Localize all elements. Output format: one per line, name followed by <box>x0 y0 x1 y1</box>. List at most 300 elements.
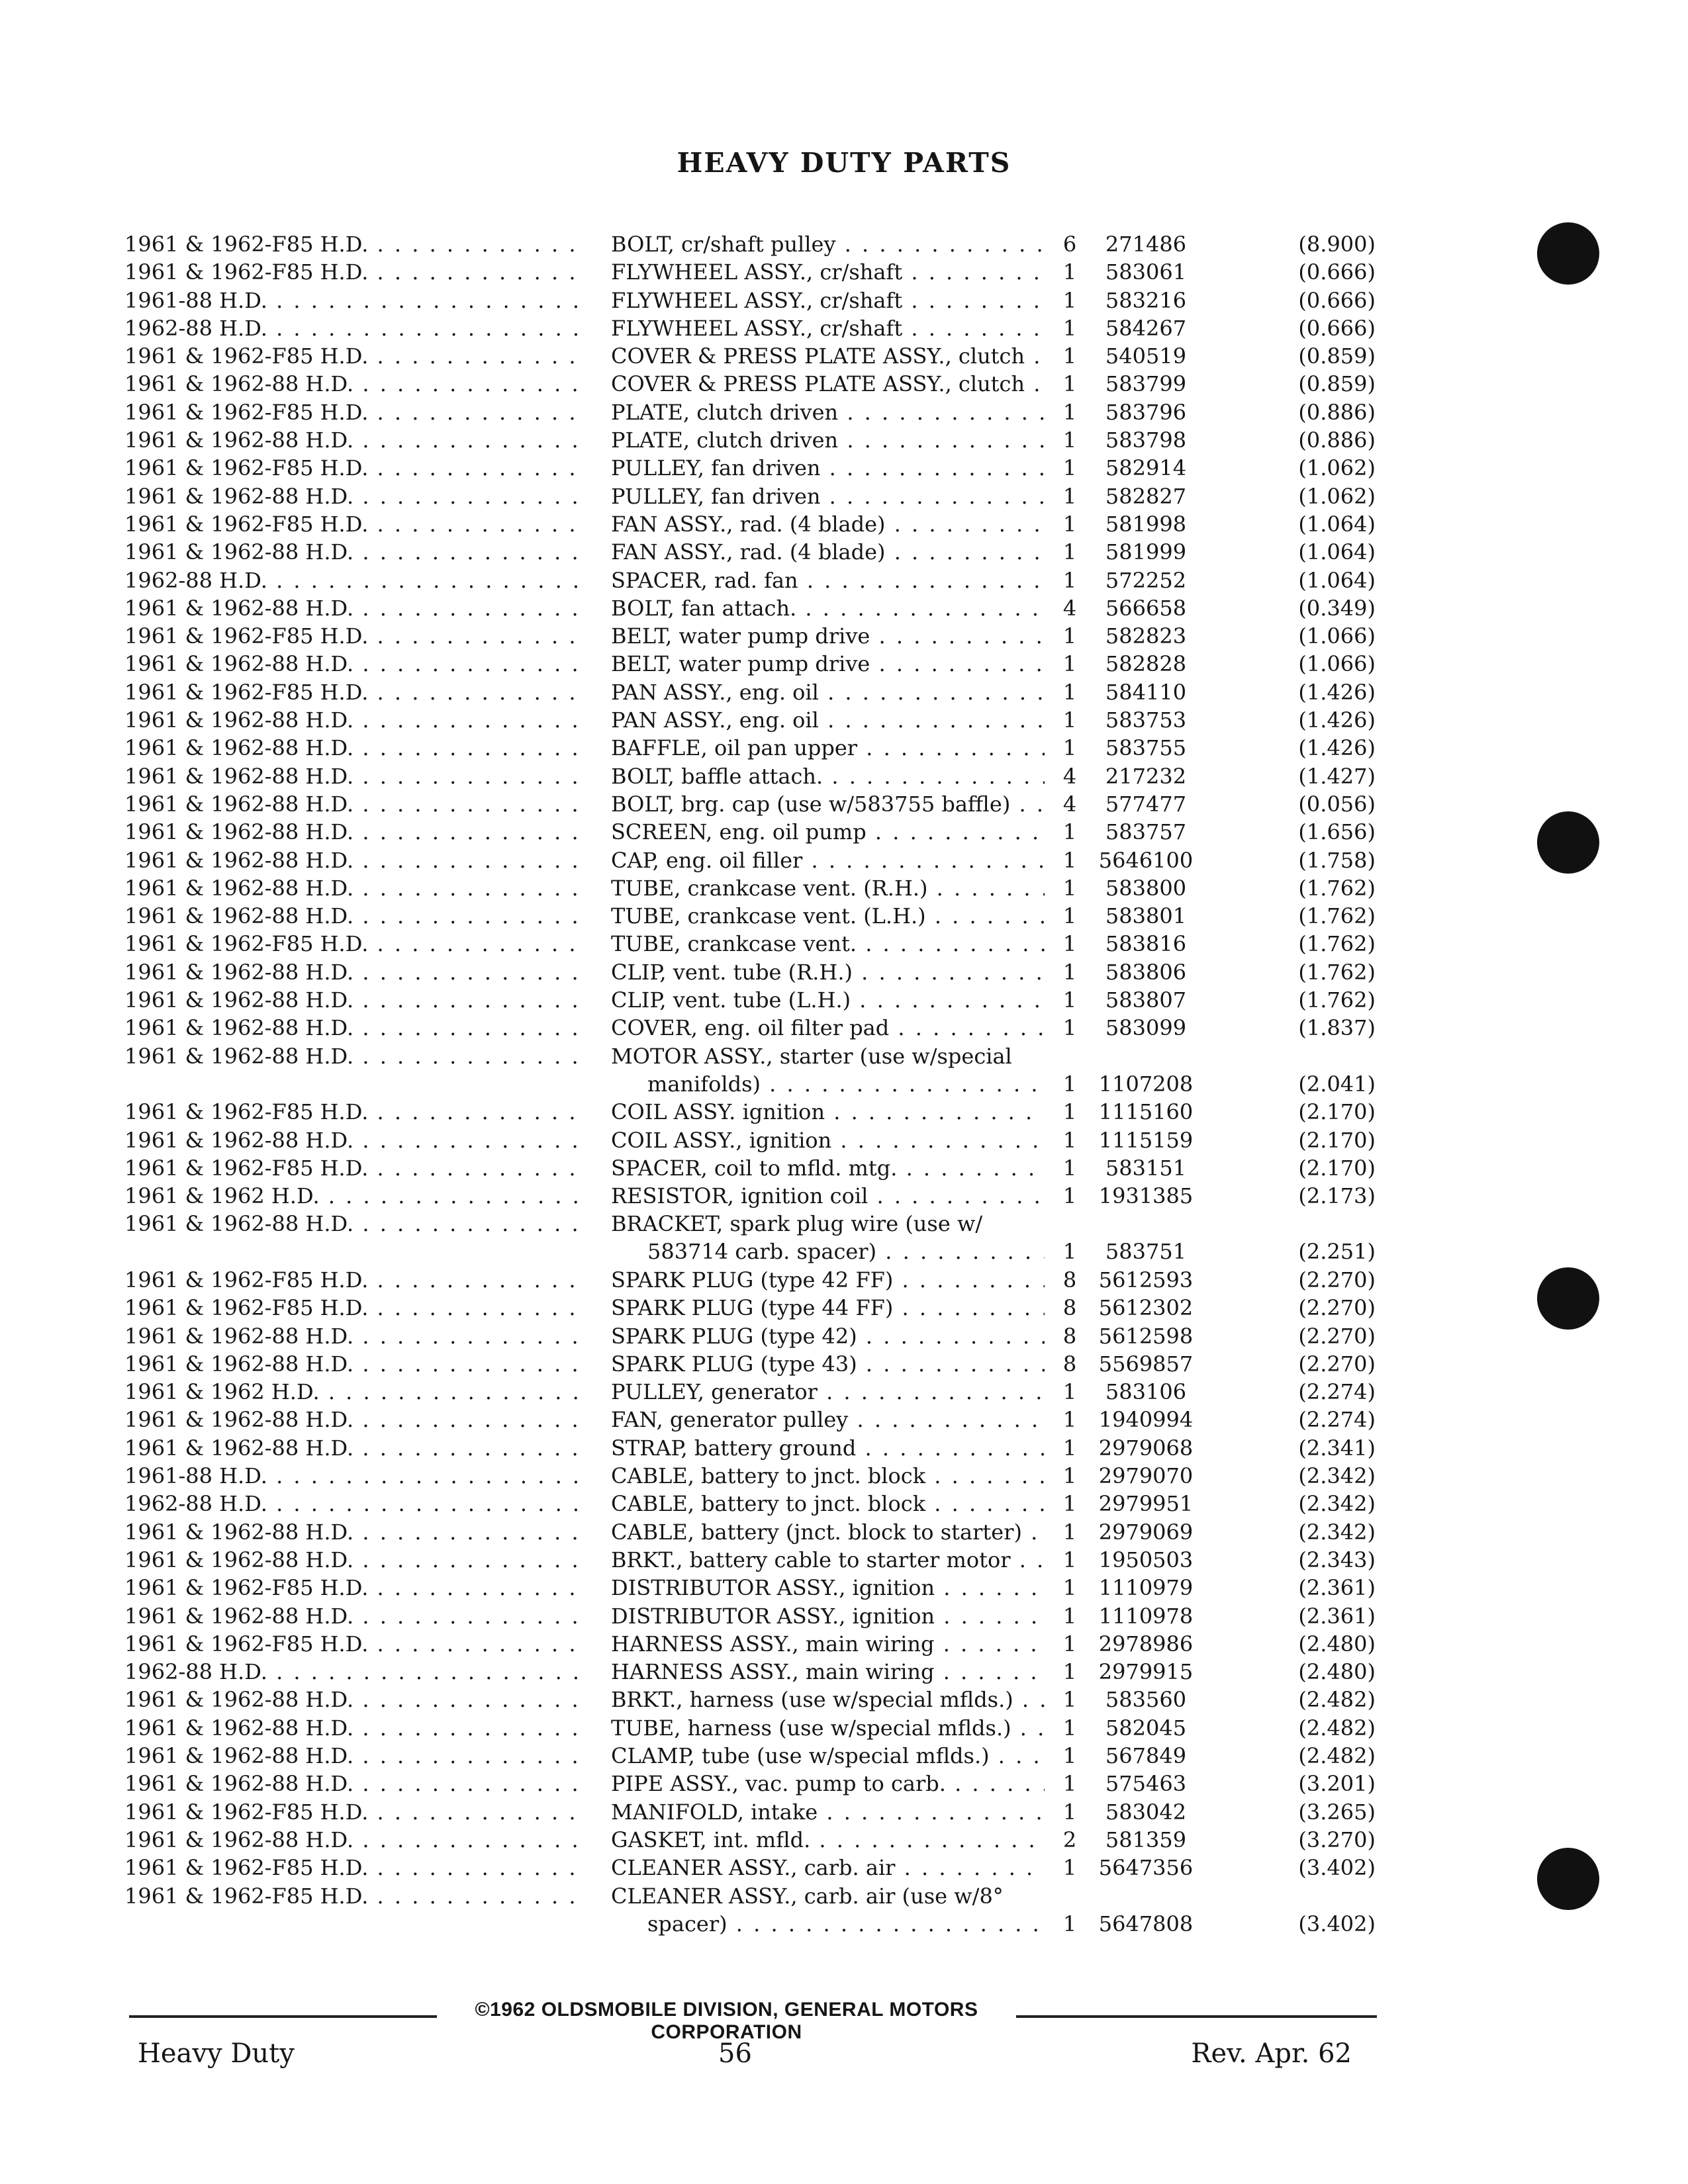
application-text: 1961 & 1962-88 H.D. . . . <box>124 986 581 1014</box>
description-cell <box>611 1126 1045 1154</box>
binder-hole-3 <box>1537 1267 1599 1330</box>
part-number-cell: 583801 <box>1105 903 1187 929</box>
description-text: CABLE, battery (jnct. block to starter) . . . <box>611 1518 1045 1546</box>
table-row <box>124 846 1382 874</box>
group-number-cell: (0.666) <box>1298 315 1376 341</box>
group-number-cell: (1.062) <box>1298 455 1376 481</box>
application-cell <box>124 1770 581 1797</box>
description-cell <box>611 986 1045 1014</box>
quantity-cell: 6 <box>1062 232 1077 257</box>
description-cell <box>611 1014 1045 1042</box>
binder-hole-2 <box>1537 811 1599 874</box>
quantity-cell: 1 <box>1062 483 1077 509</box>
part-number-cell: 583151 <box>1105 1155 1187 1181</box>
description-cell <box>611 1210 1045 1265</box>
part-number-cell: 582914 <box>1105 455 1187 481</box>
part-number-cell: 5646100 <box>1098 847 1194 873</box>
application-text: 1961 & 1962-88 H.D. . . . <box>124 1826 581 1854</box>
description-cell <box>611 426 1045 454</box>
application-cell <box>124 902 581 930</box>
description-cell <box>611 1630 1045 1658</box>
quantity-cell: 1 <box>1062 1743 1077 1769</box>
quantity-cell: 1 <box>1062 1603 1077 1629</box>
parts-table <box>124 230 1382 1938</box>
quantity-cell: 1 <box>1062 903 1077 929</box>
group-number-cell: (2.041) <box>1298 1071 1376 1097</box>
application-text: 1961 & 1962-F85 H.D. . . . <box>124 454 581 482</box>
application-cell <box>124 706 581 734</box>
description-text: BOLT, fan attach. . . . <box>611 594 1045 622</box>
description-cell <box>611 1350 1045 1378</box>
application-text: 1961 & 1962-88 H.D. . . . <box>124 594 581 622</box>
description-text: SCREEN, eng. oil pump . . . <box>611 818 1045 846</box>
application-text: 1961 & 1962-F85 H.D. . . . <box>124 398 581 426</box>
application-text: 1961 & 1962-88 H.D. . . . <box>124 1686 581 1713</box>
page-title: HEAVY DUTY PARTS <box>677 147 1011 179</box>
description-cell <box>611 1490 1045 1518</box>
quantity-cell: 1 <box>1062 1855 1077 1881</box>
group-number-cell: (3.201) <box>1298 1771 1376 1797</box>
description-cell <box>611 1042 1045 1098</box>
description-cell <box>611 538 1045 566</box>
part-number-cell: 2979070 <box>1098 1463 1194 1489</box>
application-cell <box>124 482 581 510</box>
application-text: 1961 & 1962 H.D. . . . <box>124 1378 581 1406</box>
table-row <box>124 678 1382 706</box>
description-cell <box>611 1770 1045 1797</box>
description-text: CLEANER ASSY., carb. air . . . <box>611 1854 1045 1882</box>
table-row <box>124 1294 1382 1322</box>
application-cell <box>124 818 581 846</box>
application-cell <box>124 538 581 566</box>
application-text: 1961 & 1962-88 H.D. . . . <box>124 734 581 762</box>
part-number-cell: 584110 <box>1105 679 1187 705</box>
description-text: FLYWHEEL ASSY., cr/shaft . . . <box>611 287 1045 314</box>
group-number-cell: (2.170) <box>1298 1155 1376 1181</box>
application-cell <box>124 1686 581 1713</box>
application-text: 1961 & 1962-88 H.D. . . . <box>124 1742 581 1770</box>
quantity-cell: 1 <box>1062 1435 1077 1461</box>
description-text: HARNESS ASSY., main wiring . . . <box>611 1630 1045 1658</box>
description-text: BRKT., harness (use w/special mflds.) . . . <box>611 1686 1045 1713</box>
table-row <box>124 650 1382 678</box>
quantity-cell: 1 <box>1062 819 1077 845</box>
part-number-cell: 581359 <box>1105 1827 1187 1852</box>
quantity-cell: 1 <box>1062 651 1077 677</box>
quantity-cell: 1 <box>1062 1071 1077 1097</box>
copyright-notice: ©1962 OLDSMOBILE DIVISION, GENERAL MOTORS CORPORATION <box>475 1999 978 2043</box>
quantity-cell: 1 <box>1062 1547 1077 1572</box>
quantity-cell: 1 <box>1062 428 1077 453</box>
application-text: 1961 & 1962-88 H.D. . . . <box>124 790 581 818</box>
description-cell <box>611 790 1045 818</box>
description-cell <box>611 1826 1045 1854</box>
application-text: 1961 & 1962-88 H.D. . . . <box>124 958 581 986</box>
application-text: 1961 & 1962-F85 H.D. . . . <box>124 1154 581 1182</box>
application-text: 1961 & 1962-88 H.D. . . . <box>124 426 581 454</box>
description-text: PIPE ASSY., vac. pump to carb. . . . <box>611 1770 1045 1797</box>
group-number-cell: (0.886) <box>1298 399 1376 425</box>
group-number-cell: (2.270) <box>1298 1267 1376 1293</box>
group-number-cell: (1.427) <box>1298 763 1376 789</box>
part-number-cell: 581998 <box>1105 511 1187 537</box>
description-cell <box>611 1098 1045 1126</box>
table-row <box>124 986 1382 1014</box>
description-cell <box>611 567 1045 594</box>
application-text: 1961 & 1962-88 H.D. . . . <box>124 1602 581 1630</box>
part-number-cell: 577477 <box>1105 791 1187 817</box>
description-text: CABLE, battery to jnct. block . . . <box>611 1490 1045 1518</box>
description-cell <box>611 482 1045 510</box>
group-number-cell: (2.482) <box>1298 1743 1376 1769</box>
application-text: 1962-88 H.D. . . . <box>124 314 581 342</box>
application-cell <box>124 454 581 482</box>
description-text: COVER, eng. oil filter pad . . . <box>611 1014 1045 1042</box>
table-row <box>124 510 1382 538</box>
table-row <box>124 287 1382 314</box>
description-text: BOLT, baffle attach. . . . <box>611 762 1045 790</box>
group-number-cell: (1.062) <box>1298 483 1376 509</box>
application-cell <box>124 1322 581 1350</box>
part-number-cell: 583807 <box>1105 987 1187 1013</box>
application-cell <box>124 1714 581 1742</box>
description-cell <box>611 314 1045 342</box>
quantity-cell: 1 <box>1062 1099 1077 1125</box>
quantity-cell: 1 <box>1062 1687 1077 1713</box>
application-text: 1961 & 1962-F85 H.D. . . . <box>124 622 581 650</box>
description-cell <box>611 1742 1045 1770</box>
application-text: 1961 & 1962-F85 H.D. . . . <box>124 1294 581 1322</box>
description-cell <box>611 1798 1045 1826</box>
table-row <box>124 1854 1382 1882</box>
table-row <box>124 1686 1382 1713</box>
table-row <box>124 818 1382 846</box>
application-cell <box>124 958 581 986</box>
part-number-cell: 575463 <box>1105 1771 1187 1797</box>
table-row <box>124 762 1382 790</box>
application-cell <box>124 398 581 426</box>
footer-page-number: 56 <box>718 2038 752 2069</box>
application-cell <box>124 1154 581 1182</box>
description-cell <box>611 454 1045 482</box>
description-text: MANIFOLD, intake . . . <box>611 1798 1045 1826</box>
part-number-cell: 583798 <box>1105 428 1187 453</box>
application-text: 1961 & 1962-88 H.D. . . . <box>124 482 581 510</box>
group-number-cell: (2.343) <box>1298 1547 1376 1572</box>
application-text: 1961 & 1962-88 H.D. . . . <box>124 1546 581 1574</box>
group-number-cell: (2.480) <box>1298 1659 1376 1685</box>
quantity-cell: 1 <box>1062 1659 1077 1685</box>
description-text: DISTRIBUTOR ASSY., ignition . . . <box>611 1602 1045 1630</box>
application-text: 1961 & 1962-88 H.D. . . . <box>124 1126 581 1154</box>
group-number-cell: (2.251) <box>1298 1239 1376 1265</box>
part-number-cell: 582828 <box>1105 651 1187 677</box>
part-number-cell: 572252 <box>1105 567 1187 593</box>
description-cell <box>611 874 1045 902</box>
quantity-cell: 1 <box>1062 959 1077 985</box>
application-text: 1961-88 H.D. . . . <box>124 1462 581 1490</box>
description-text: BRACKET, spark plug wire (use w/ <box>611 1211 983 1237</box>
application-cell <box>124 874 581 902</box>
application-cell <box>124 594 581 622</box>
table-row <box>124 790 1382 818</box>
part-number-cell: 2979069 <box>1098 1519 1194 1545</box>
application-text: 1961 & 1962-88 H.D. . . . <box>124 874 581 902</box>
quantity-cell: 1 <box>1062 399 1077 425</box>
description-cell <box>611 818 1045 846</box>
application-text: 1961-88 H.D. . . . <box>124 287 581 314</box>
application-cell <box>124 426 581 454</box>
application-text: 1961 & 1962-88 H.D. . . . <box>124 818 581 846</box>
description-cell <box>611 1686 1045 1713</box>
application-cell <box>124 1546 581 1574</box>
description-text: TUBE, crankcase vent. (R.H.) . . . <box>611 874 1045 902</box>
group-number-cell: (0.666) <box>1298 287 1376 313</box>
table-row <box>124 314 1382 342</box>
group-number-cell: (1.066) <box>1298 651 1376 677</box>
part-number-cell: 583753 <box>1105 707 1187 733</box>
quantity-cell: 1 <box>1062 1491 1077 1517</box>
table-row <box>124 370 1382 398</box>
group-number-cell: (2.342) <box>1298 1463 1376 1489</box>
part-number-cell: 583216 <box>1105 287 1187 313</box>
application-cell <box>124 1014 581 1042</box>
table-row <box>124 1210 1382 1266</box>
description-cell <box>611 1322 1045 1350</box>
description-cell <box>611 1154 1045 1182</box>
table-row <box>124 902 1382 930</box>
part-number-cell: 1107208 <box>1098 1071 1194 1097</box>
description-text: BAFFLE, oil pan upper . . . <box>611 734 1045 762</box>
group-number-cell: (2.482) <box>1298 1687 1376 1713</box>
application-cell <box>124 1042 581 1070</box>
group-number-cell: (1.426) <box>1298 735 1376 761</box>
description-cell <box>611 622 1045 650</box>
table-row <box>124 874 1382 902</box>
quantity-cell: 1 <box>1062 455 1077 481</box>
footer-rule-left <box>129 2015 437 2018</box>
quantity-cell: 1 <box>1062 343 1077 369</box>
part-number-cell: 5612593 <box>1098 1267 1194 1293</box>
description-text: SPARK PLUG (type 42) . . . <box>611 1322 1045 1350</box>
table-row <box>124 594 1382 622</box>
application-cell <box>124 567 581 594</box>
part-number-cell: 583799 <box>1105 371 1187 397</box>
table-row <box>124 1042 1382 1099</box>
description-text: COIL ASSY., ignition . . . <box>611 1126 1045 1154</box>
group-number-cell: (2.361) <box>1298 1603 1376 1629</box>
description-cell <box>611 1854 1045 1882</box>
application-text: 1961 & 1962-F85 H.D. . . . <box>124 510 581 538</box>
binder-hole-4 <box>1537 1848 1599 1910</box>
group-number-cell: (2.270) <box>1298 1295 1376 1321</box>
group-number-cell: (1.064) <box>1298 539 1376 565</box>
table-row <box>124 1462 1382 1490</box>
quantity-cell: 1 <box>1062 371 1077 397</box>
quantity-cell: 1 <box>1062 847 1077 873</box>
table-row <box>124 1518 1382 1546</box>
part-number-cell: 582823 <box>1105 623 1187 649</box>
quantity-cell: 1 <box>1062 1771 1077 1797</box>
group-number-cell: (0.349) <box>1298 595 1376 621</box>
description-text: MOTOR ASSY., starter (use w/special <box>611 1043 1012 1069</box>
quantity-cell: 1 <box>1062 1155 1077 1181</box>
footer-rule-right <box>1016 2015 1377 2018</box>
description-text: PULLEY, fan driven . . . <box>611 454 1045 482</box>
application-cell <box>124 287 581 314</box>
quantity-cell: 1 <box>1062 735 1077 761</box>
application-cell <box>124 762 581 790</box>
application-text: 1961 & 1962-F85 H.D. . . . <box>124 258 581 286</box>
description-text: PULLEY, fan driven . . . <box>611 482 1045 510</box>
part-number-cell: 566658 <box>1105 595 1187 621</box>
group-number-cell: (1.762) <box>1298 959 1376 985</box>
quantity-cell: 4 <box>1062 595 1077 621</box>
quantity-cell: 1 <box>1062 1015 1077 1041</box>
application-text: 1961 & 1962-F85 H.D. . . . <box>124 230 581 258</box>
part-number-cell: 583560 <box>1105 1687 1187 1713</box>
description-cell <box>611 370 1045 398</box>
description-text: PULLEY, generator . . . <box>611 1378 1045 1406</box>
table-row <box>124 1490 1382 1518</box>
application-cell <box>124 1658 581 1686</box>
description-cell <box>611 1434 1045 1462</box>
application-cell <box>124 1126 581 1154</box>
group-number-cell: (2.170) <box>1298 1099 1376 1125</box>
application-cell <box>124 1294 581 1322</box>
group-number-cell: (2.342) <box>1298 1519 1376 1545</box>
quantity-cell: 1 <box>1062 567 1077 593</box>
quantity-cell: 4 <box>1062 763 1077 789</box>
part-number-cell: 1115160 <box>1098 1099 1194 1125</box>
group-number-cell: (0.056) <box>1298 791 1376 817</box>
description-text: SPACER, rad. fan . . . <box>611 567 1045 594</box>
description-text: FAN ASSY., rad. (4 blade) . . . <box>611 510 1045 538</box>
part-number-cell: 583816 <box>1105 931 1187 957</box>
part-number-cell: 1940994 <box>1098 1407 1194 1433</box>
application-text: 1961 & 1962-88 H.D. . . . <box>124 706 581 734</box>
table-row <box>124 1826 1382 1854</box>
group-number-cell: (1.064) <box>1298 511 1376 537</box>
part-number-cell: 583806 <box>1105 959 1187 985</box>
table-row <box>124 1882 1382 1938</box>
description-cell <box>611 734 1045 762</box>
application-text: 1961 & 1962-88 H.D. . . . <box>124 1770 581 1797</box>
group-number-cell: (0.859) <box>1298 343 1376 369</box>
part-number-cell: 540519 <box>1105 343 1187 369</box>
description-text: FAN ASSY., rad. (4 blade) . . . <box>611 538 1045 566</box>
application-cell <box>124 1266 581 1294</box>
description-text: CLAMP, tube (use w/special mflds.) . . . <box>611 1742 1045 1770</box>
application-text: 1961 & 1962-88 H.D. . . . <box>124 846 581 874</box>
application-text: 1962-88 H.D. . . . <box>124 567 581 594</box>
table-row <box>124 1378 1382 1406</box>
group-number-cell: (3.265) <box>1298 1799 1376 1825</box>
application-cell <box>124 1462 581 1490</box>
group-number-cell: (2.274) <box>1298 1407 1376 1433</box>
group-number-cell: (1.762) <box>1298 931 1376 957</box>
application-cell <box>124 1630 581 1658</box>
description-cell <box>611 1266 1045 1294</box>
application-text: 1961 & 1962-88 H.D. . . . <box>124 1042 581 1070</box>
description-text: CLEANER ASSY., carb. air (use w/8° <box>611 1883 1004 1909</box>
description-cell <box>611 1546 1045 1574</box>
quantity-cell: 1 <box>1062 1575 1077 1601</box>
quantity-cell: 1 <box>1062 511 1077 537</box>
table-row <box>124 1574 1382 1602</box>
quantity-cell: 1 <box>1062 1127 1077 1153</box>
quantity-cell: 1 <box>1062 1239 1077 1265</box>
description-text: FAN, generator pulley . . . <box>611 1406 1045 1433</box>
description-text: FLYWHEEL ASSY., cr/shaft . . . <box>611 258 1045 286</box>
application-cell <box>124 314 581 342</box>
description-cell <box>611 1518 1045 1546</box>
description-cell <box>611 230 1045 258</box>
application-cell <box>124 1406 581 1433</box>
quantity-cell: 2 <box>1062 1827 1077 1852</box>
application-cell <box>124 1602 581 1630</box>
part-number-cell: 567849 <box>1105 1743 1187 1769</box>
table-row <box>124 1714 1382 1742</box>
description-text: CLIP, vent. tube (L.H.) . . . <box>611 986 1045 1014</box>
part-number-cell: 582045 <box>1105 1715 1187 1741</box>
group-number-cell: (2.482) <box>1298 1715 1376 1741</box>
description-text: BOLT, brg. cap (use w/583755 baffle) . . . <box>611 790 1045 818</box>
description-text: PAN ASSY., eng. oil . . . <box>611 678 1045 706</box>
description-cell <box>611 510 1045 538</box>
application-cell <box>124 1210 581 1238</box>
application-cell <box>124 790 581 818</box>
table-row <box>124 1546 1382 1574</box>
table-row <box>124 1322 1382 1350</box>
part-number-cell: 1110978 <box>1098 1603 1194 1629</box>
application-cell <box>124 1434 581 1462</box>
part-number-cell: 5569857 <box>1098 1351 1194 1377</box>
description-cell <box>611 930 1045 958</box>
quantity-cell: 1 <box>1062 259 1077 285</box>
quantity-cell: 1 <box>1062 539 1077 565</box>
part-number-cell: 271486 <box>1105 232 1187 257</box>
part-number-cell: 5612598 <box>1098 1323 1194 1349</box>
description-text: TUBE, crankcase vent. (L.H.) . . . <box>611 902 1045 930</box>
quantity-cell: 1 <box>1062 1407 1077 1433</box>
table-row <box>124 1798 1382 1826</box>
table-row <box>124 706 1382 734</box>
description-text: HARNESS ASSY., main wiring . . . <box>611 1658 1045 1686</box>
description-text: DISTRIBUTOR ASSY., ignition . . . <box>611 1574 1045 1602</box>
table-row <box>124 1350 1382 1378</box>
part-number-cell: 584267 <box>1105 315 1187 341</box>
group-number-cell: (1.064) <box>1298 567 1376 593</box>
application-cell <box>124 1098 581 1126</box>
group-number-cell: (1.758) <box>1298 847 1376 873</box>
table-row <box>124 398 1382 426</box>
application-text: 1961 & 1962-F85 H.D. . . . <box>124 1630 581 1658</box>
group-number-cell: (1.762) <box>1298 875 1376 901</box>
description-cell <box>611 846 1045 874</box>
group-number-cell: (0.886) <box>1298 428 1376 453</box>
application-text: 1961 & 1962-88 H.D. . . . <box>124 1210 581 1238</box>
quantity-cell: 1 <box>1062 287 1077 313</box>
application-cell <box>124 1798 581 1826</box>
part-number-cell: 1950503 <box>1098 1547 1194 1572</box>
description-cell <box>611 398 1045 426</box>
description-cell <box>611 258 1045 286</box>
binder-hole-1 <box>1537 222 1599 285</box>
description-text: SPACER, coil to mfld. mtg. . . . <box>611 1154 1045 1182</box>
description-cell <box>611 342 1045 370</box>
quantity-cell: 8 <box>1062 1323 1077 1349</box>
